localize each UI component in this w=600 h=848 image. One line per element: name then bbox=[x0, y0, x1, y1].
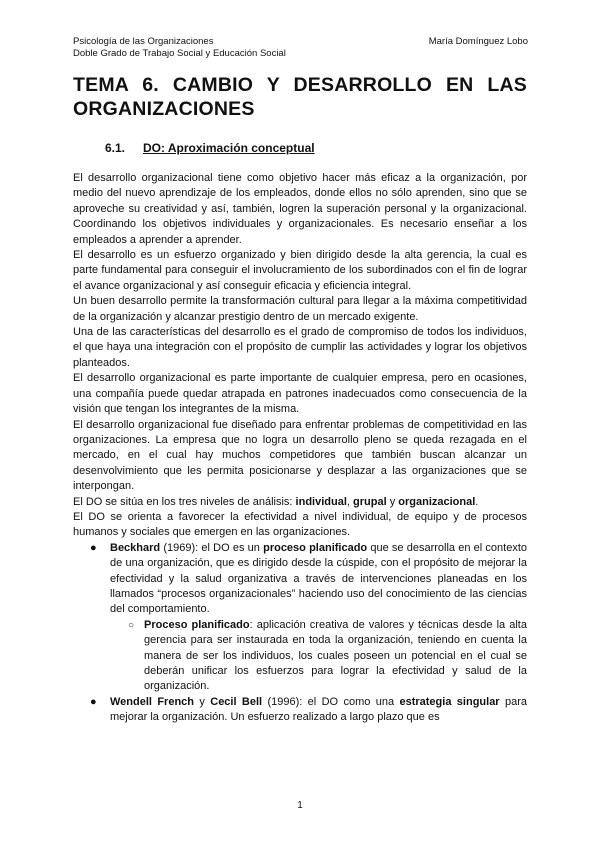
definition-text: que se desarrolla en el contexto de una organización, que es dirigido desde la cúspide, con el propósito de mejorar la efectividad y la salud organizativa a través de intervenciones planeadas en los llamados “procesos organizacionales” haciendo uso del conocimiento de las ciencias del comportamiento. bbox=[110, 541, 527, 616]
list-item-beckhard bbox=[73, 541, 527, 618]
header-degree: Doble Grado de Trabajo Social y Educación Social bbox=[73, 48, 286, 59]
key-term: Proceso planificado bbox=[144, 618, 250, 631]
level-individual: individual bbox=[295, 495, 347, 508]
levels-end: . bbox=[475, 495, 479, 508]
section-number: 6.1. bbox=[105, 141, 126, 155]
levels-separator: y bbox=[386, 495, 399, 508]
citation-year: (1969): el DO es un bbox=[160, 541, 264, 554]
definitions-list bbox=[73, 541, 527, 726]
paragraph: Una de las características del desarrollo es el grado de compromiso de todos los individuos, el que haya una integración con el propósito de cumplir las actividades y lograr los objetivos planteados. bbox=[73, 326, 527, 369]
key-term: proceso planificado bbox=[263, 541, 368, 554]
section-title: DO: Aproximación conceptual bbox=[143, 141, 315, 155]
section-heading bbox=[105, 141, 315, 155]
body-text bbox=[73, 171, 527, 726]
running-header-left bbox=[73, 36, 286, 60]
paragraph: El desarrollo organizacional fue diseñado para enfrentar problemas de competitividad en las organizaciones. La empresa que no logra un desarrollo pleno se queda rezagada en el mercado, en el cual hay muchos competidores que también buscan alcanzar un desenvolvimiento que les permita posicionarse y desplazar a las organizaciones que se interpongan. bbox=[73, 418, 527, 493]
level-group: grupal bbox=[353, 495, 387, 508]
author-name: Cecil Bell bbox=[210, 695, 263, 708]
definition-text: para mejorar la organización. Un esfuerzo realizado a largo plazo que es bbox=[110, 695, 527, 724]
paragraph: El DO se orienta a favorecer la efectividad a nivel individual, de equipo y de procesos humanos y sociales que emergen en las organizaciones. bbox=[73, 510, 527, 539]
levels-separator: , bbox=[346, 495, 354, 508]
conjunction: y bbox=[194, 695, 211, 708]
page-number: 1 bbox=[297, 800, 303, 811]
paragraph: Un buen desarrollo permite la transformación cultural para llegar a la máxima competitividad de la organización y alcanzar prestigio dentro de un mercado exigente. bbox=[73, 295, 527, 323]
author-name: Beckhard bbox=[110, 541, 161, 554]
paragraph: El desarrollo organizacional es parte importante de cualquier empresa, pero en ocasiones, una compañía puede quedar atrapada en patrones inadecuados como consecuencia de la visión que tengan los integrantes de la misma. bbox=[73, 372, 527, 416]
author-name: Wendell French bbox=[110, 695, 195, 708]
bullet-icon: ● bbox=[90, 695, 97, 708]
paragraph: El desarrollo es un esfuerzo organizado y bien dirigido desde la alta gerencia, la cual es parte fundamental para conseguir el involucramiento de los subordinados con el fin de lograr el avance organizacional y así conseguir eficacia y eficiencia integral. bbox=[73, 249, 527, 292]
key-term: estrategia singular bbox=[399, 695, 500, 708]
levels-prefix: El DO se sitúa en los tres niveles de análisis: bbox=[73, 495, 296, 508]
bullet-icon: ● bbox=[90, 541, 97, 554]
definition-text: : aplicación creativa de valores y técnicas desde la alta gerencia para ser instaurada en toda la organización, teniendo en cuenta la manera de ser los individuos, los cuales poseen un potencial en el cual se deberán unificar los esfuerzos para lograr la efectividad y salud de la organización. bbox=[144, 618, 527, 693]
circle-bullet-icon: ○ bbox=[128, 619, 135, 631]
citation-year: (1996): el DO como una bbox=[262, 695, 400, 708]
sub-list-item bbox=[73, 618, 527, 695]
header-author: María Domínguez Lobo bbox=[428, 36, 528, 47]
levels-paragraph bbox=[73, 495, 527, 510]
list-item-french-bell bbox=[73, 695, 527, 726]
header-course: Psicología de las Organizaciones bbox=[73, 36, 214, 47]
paragraph: El desarrollo organizacional tiene como objetivo hacer más eficaz a la organización, por medio del nuevo aprendizaje de los empleados, donde ellos no sólo aprenden, sino que se aproveche su creatividad y así, también, logren la superación personal y la organizacional. Coordinando los objetivos individuales y organizacionales. Es necesario enseñar a los empleados a aprender a aprender. bbox=[73, 172, 527, 246]
level-organizational: organizacional bbox=[398, 495, 476, 508]
page-title: TEMA 6. CAMBIO Y DESARROLLO EN LAS ORGANIZACIONES bbox=[73, 74, 527, 120]
